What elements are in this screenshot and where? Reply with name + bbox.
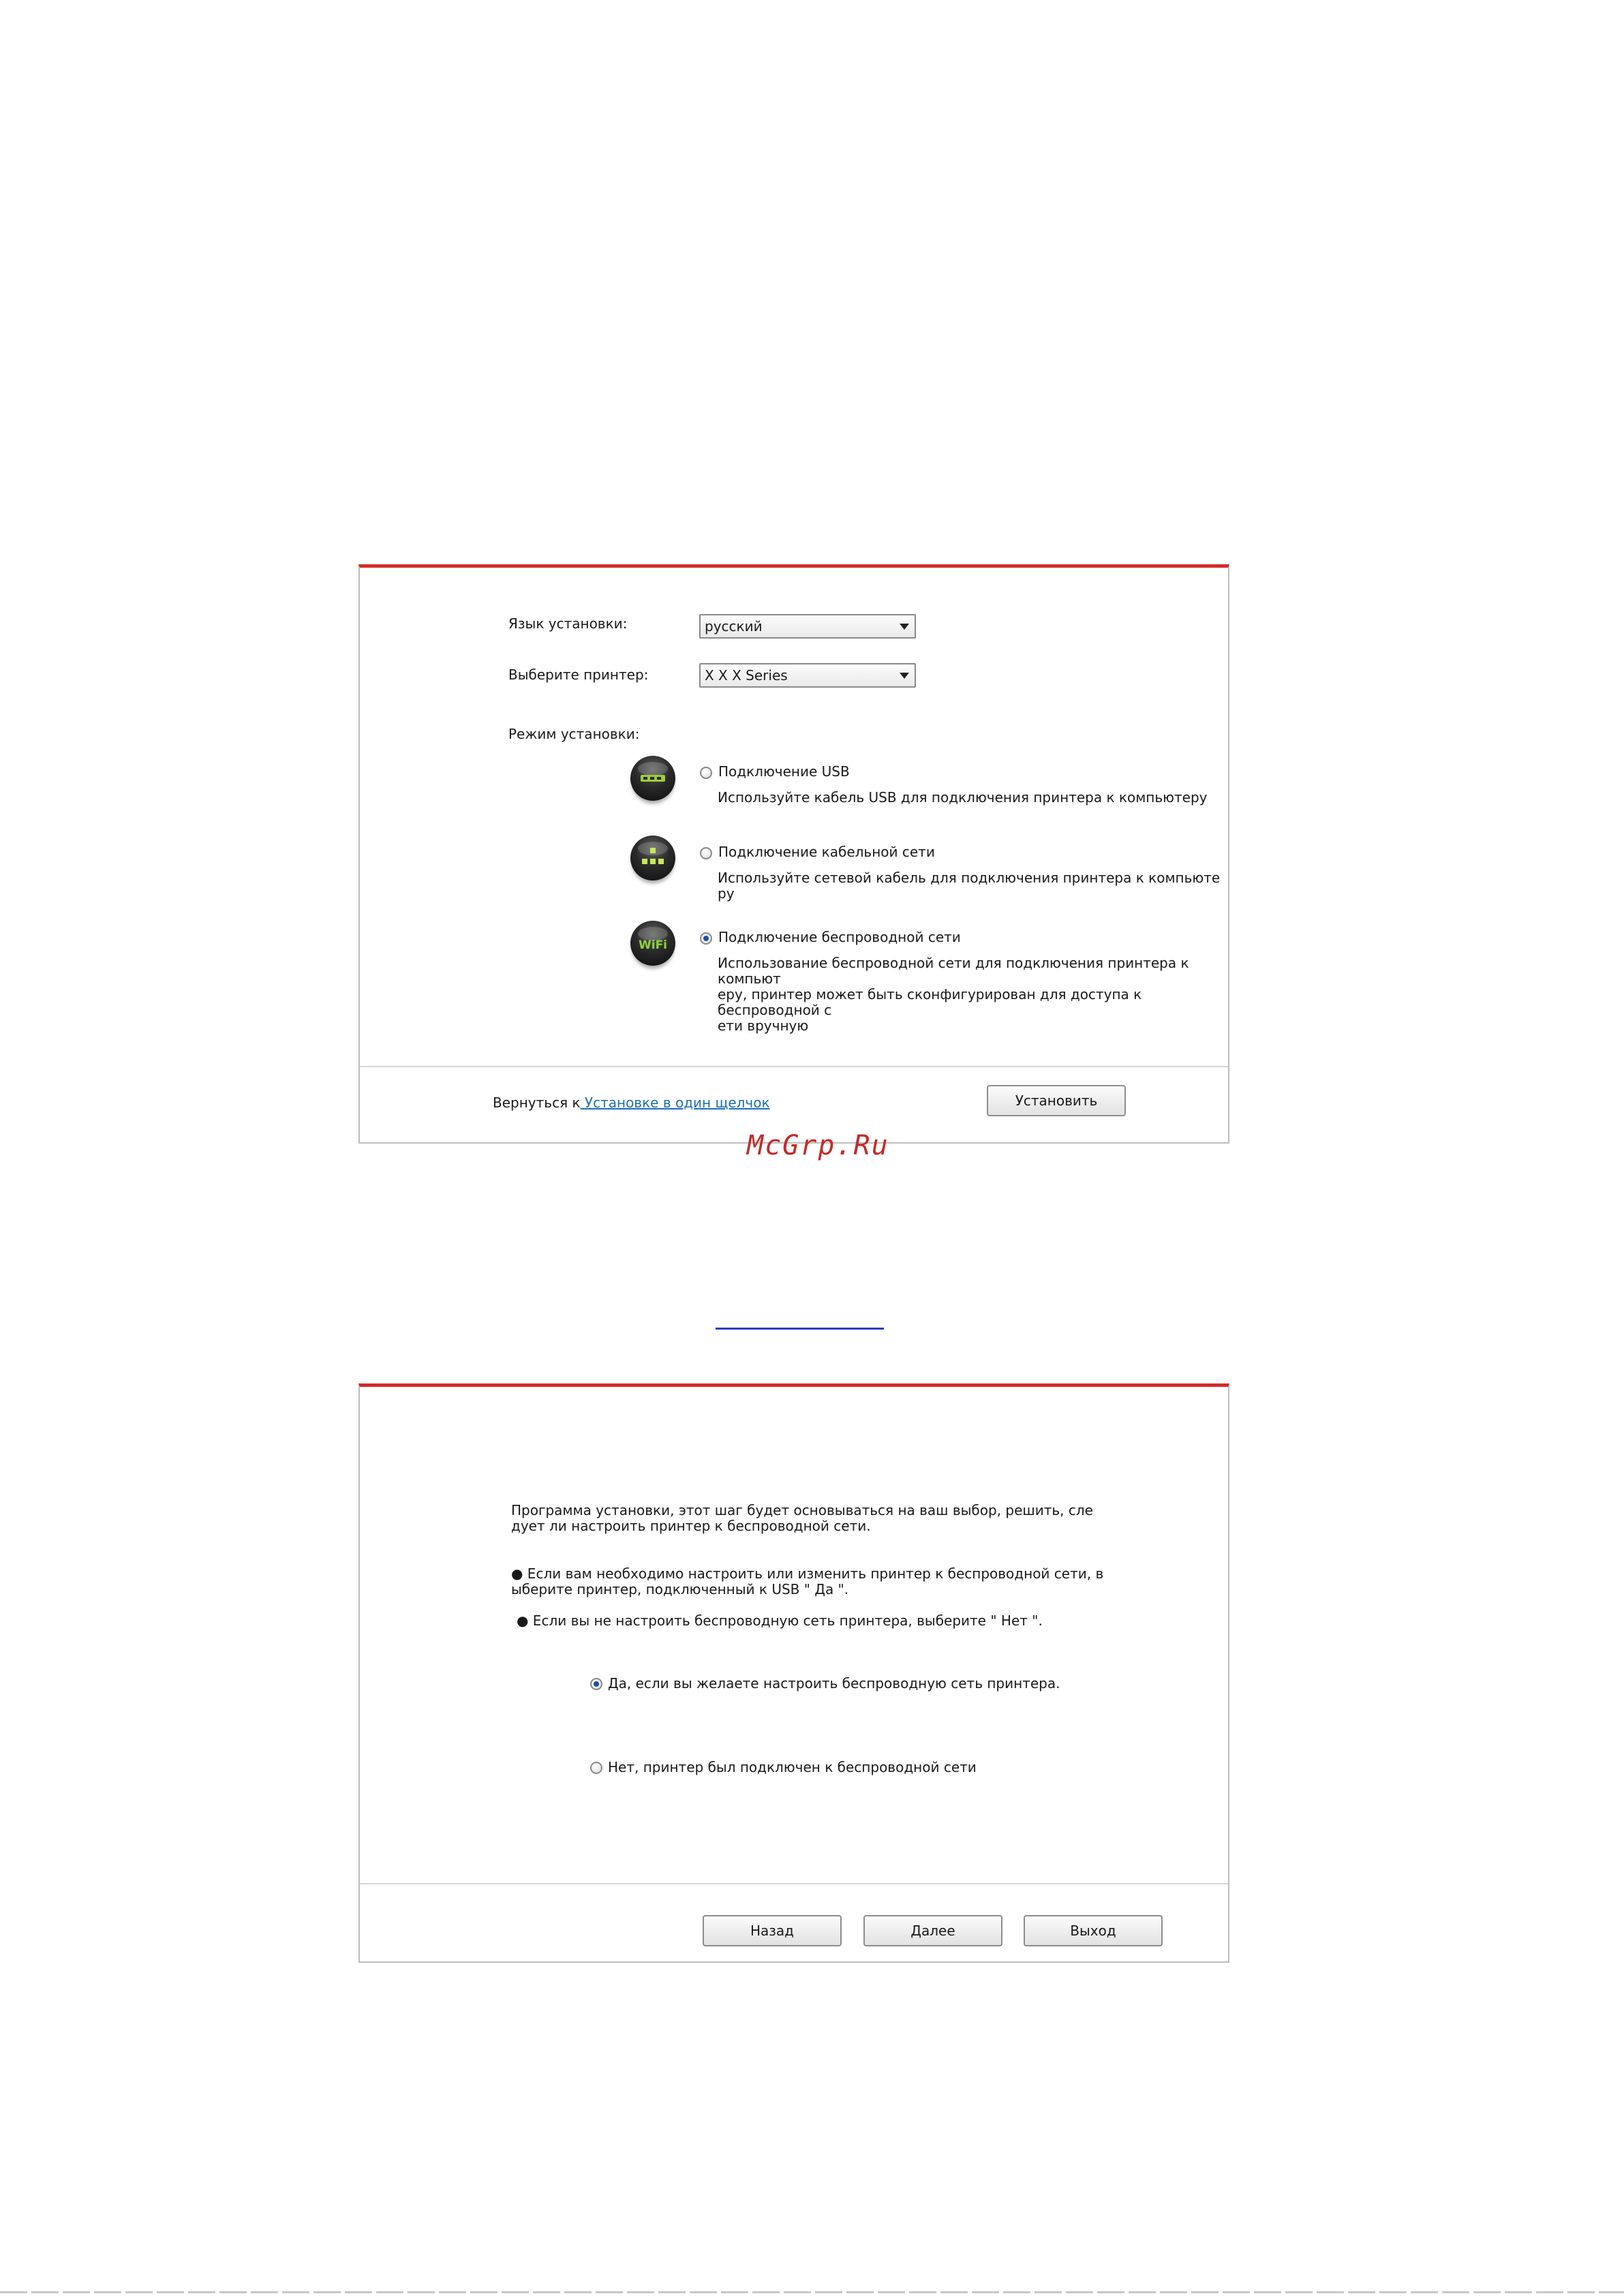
intro-line-2: дует ли настроить принтер к беспроводной сети.	[511, 1518, 871, 1534]
wireless-desc-line-3: ети вручную	[718, 1017, 809, 1034]
printer-select[interactable]	[699, 663, 916, 688]
underline-decoration	[716, 1328, 884, 1330]
wired-network-radio[interactable]	[700, 847, 712, 859]
back-button[interactable]: Назад	[703, 1915, 842, 1946]
wireless-desc-line-2: еру, принтер может быть сконфигурирован для доступа к беспроводной с	[718, 986, 1142, 1018]
intro-line-1: Программа установки, этот шаг будет основываться на ваш выбор, решить, сле	[511, 1502, 1093, 1518]
language-label: Язык установки:	[508, 615, 628, 632]
wifi-icon	[630, 921, 675, 966]
back-to-link-row	[493, 1095, 770, 1111]
yes-configure-radio[interactable]	[590, 1678, 602, 1690]
wireless-network-option-desc	[718, 955, 1228, 1034]
one-click-install-link[interactable]: Установке в один щелчок	[580, 1095, 770, 1111]
usb-option-desc	[718, 790, 1208, 806]
yes-configure-label: Да, если вы желаете настроить беспроводную сеть принтера.	[608, 1675, 1060, 1692]
next-button[interactable]: Далее	[863, 1915, 1002, 1946]
network-icon	[630, 836, 675, 881]
bullet-no-text: ● Если вы не настроить беспроводную сеть принтера, выберите " Нет ".	[517, 1612, 1043, 1629]
wired-network-desc-line-2: ру	[718, 885, 735, 902]
watermark-text: McGrp.Ru	[747, 1130, 889, 1161]
install-button[interactable]: Установить	[987, 1085, 1126, 1116]
wired-network-option-title: Подключение кабельной сети	[718, 844, 935, 860]
printer-select-value: X X X Series	[705, 667, 788, 684]
page-bottom-rule	[0, 2291, 1624, 2293]
exit-button[interactable]: Выход	[1024, 1915, 1163, 1946]
language-select-value: русский	[705, 618, 763, 634]
chevron-down-icon	[900, 624, 909, 630]
wireless-network-radio[interactable]	[700, 932, 712, 945]
wireless-setup-dialog	[358, 1383, 1229, 1963]
footer-divider	[360, 1883, 1228, 1884]
language-select[interactable]	[699, 614, 916, 639]
wired-network-desc-line-1: Используйте сетевой кабель для подключения принтера к компьюте	[718, 870, 1221, 886]
wireless-network-option-title: Подключение беспроводной сети	[718, 929, 961, 945]
wired-network-option-desc	[718, 870, 1220, 902]
usb-option-title: Подключение USB	[718, 763, 850, 780]
no-configure-label: Нет, принтер был подключен к беспроводной сети	[608, 1759, 977, 1775]
install-mode-dialog	[358, 564, 1229, 1144]
bullet-yes-line-2: ыберите принтер, подключенный к USB " Да ".	[511, 1581, 849, 1597]
no-configure-radio[interactable]	[590, 1762, 602, 1774]
usb-option-desc-line: Используйте кабель USB для подключения принтера к компьютеру	[718, 789, 1208, 806]
bullet-yes-text	[511, 1566, 1103, 1597]
back-prefix-text: Вернуться к	[493, 1095, 581, 1111]
usb-icon	[630, 756, 675, 801]
install-mode-label: Режим установки:	[508, 726, 640, 742]
bullet-yes-line-1: ● Если вам необходимо настроить или изменить принтер к беспроводной сети, в	[511, 1565, 1104, 1582]
chevron-down-icon	[900, 673, 909, 679]
wifi-icon-text: WiFi	[638, 938, 668, 952]
wireless-desc-line-1: Использование беспроводной сети для подключения принтера к компьют	[718, 955, 1189, 987]
intro-text	[511, 1503, 1093, 1534]
footer-divider	[360, 1066, 1228, 1067]
printer-label: Выберите принтер:	[508, 667, 649, 683]
usb-radio[interactable]	[700, 767, 712, 779]
